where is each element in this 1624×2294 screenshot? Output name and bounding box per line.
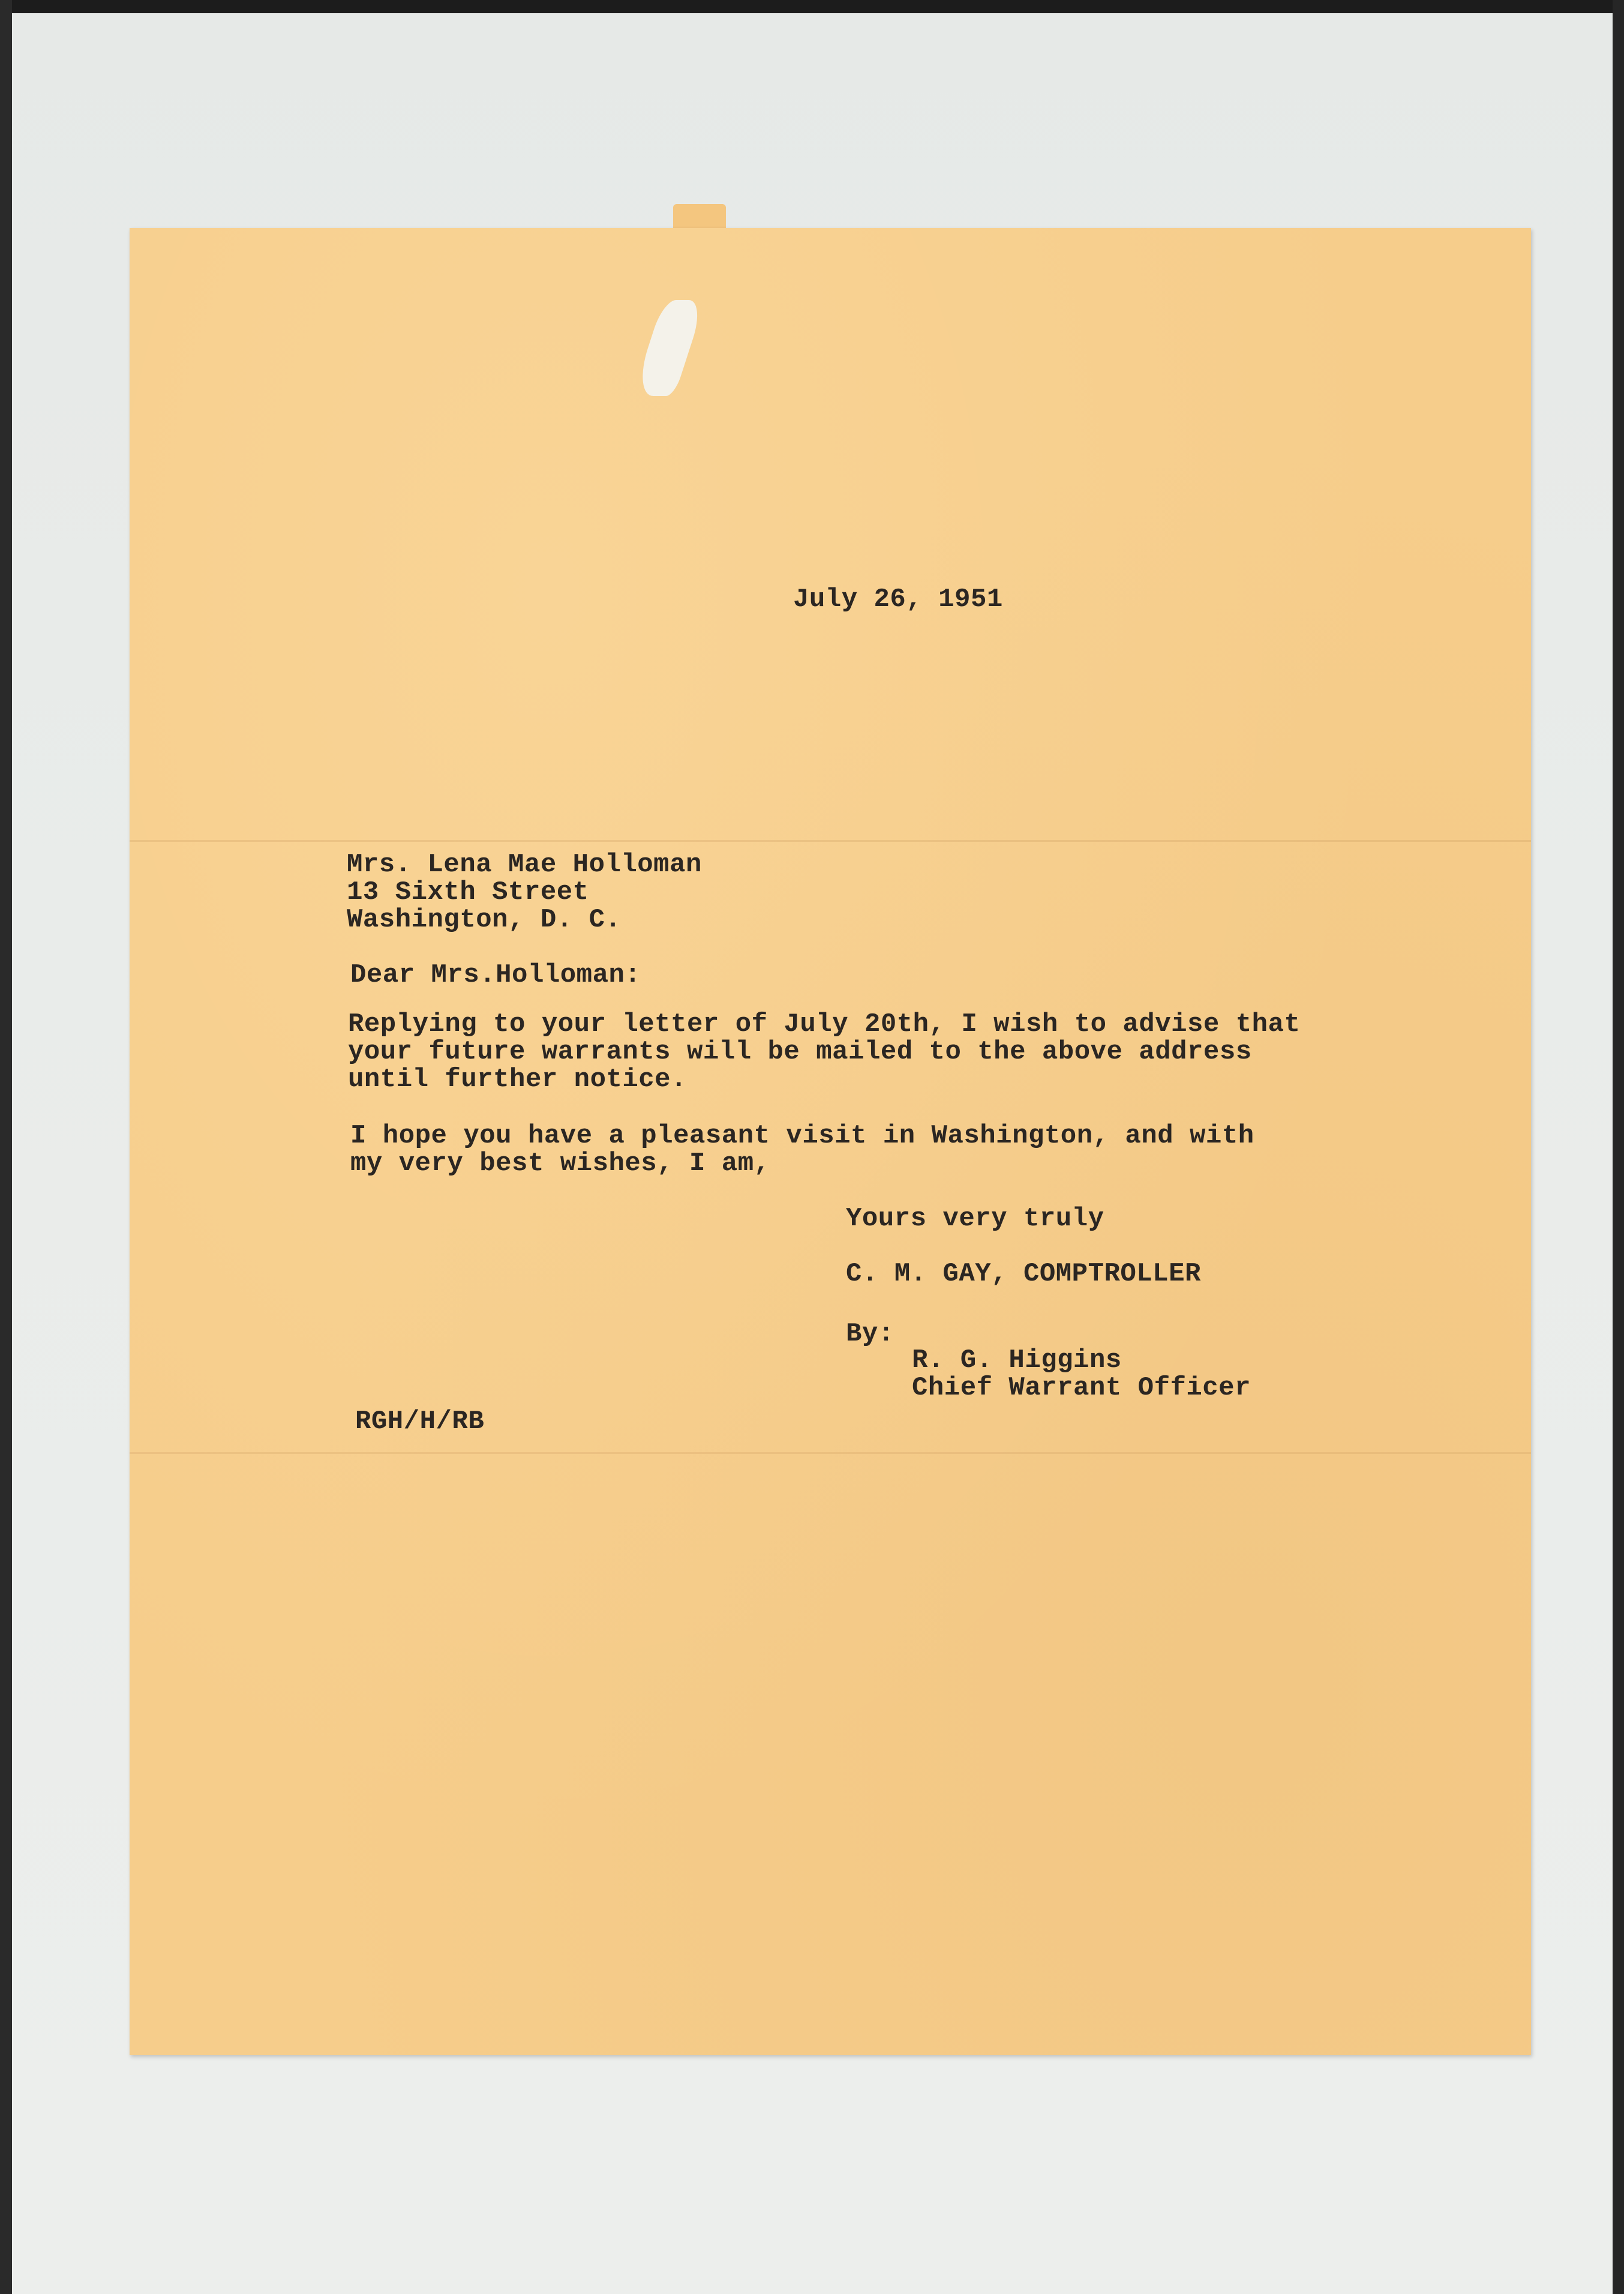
recipient-city: Washington, D. C. <box>347 905 622 935</box>
by-label: By: <box>846 1319 894 1349</box>
paragraph-line: my very best wishes, I am, <box>350 1149 770 1179</box>
signer-name: R. G. Higgins <box>912 1345 1122 1375</box>
recipient-street: 13 Sixth Street <box>347 877 589 907</box>
paragraph-line: I hope you have a pleasant visit in Washington, and with <box>350 1121 1254 1151</box>
recipient-address <box>347 851 702 934</box>
scanner-edge-right <box>1613 0 1624 2294</box>
paper-tab <box>673 204 726 230</box>
closing: Yours very truly <box>846 1204 1104 1234</box>
fold-line <box>130 1452 1531 1454</box>
signer-title: Chief Warrant Officer <box>912 1373 1251 1403</box>
paragraph-line: your future warrants will be mailed to the above address <box>348 1037 1252 1067</box>
fold-line <box>130 840 1531 842</box>
signature-block <box>912 1347 1251 1402</box>
paragraph-line: Replying to your letter of July 20th, I wish to advise that <box>348 1009 1301 1039</box>
salutation: Dear Mrs.Holloman: <box>350 960 641 990</box>
recipient-name: Mrs. Lena Mae Holloman <box>347 850 702 880</box>
paragraph-line: until further notice. <box>348 1064 687 1094</box>
body-paragraph-1 <box>348 1010 1300 1093</box>
body-paragraph-2 <box>350 1122 1254 1177</box>
scanner-edge-top <box>0 0 1624 13</box>
office-line: C. M. GAY, COMPTROLLER <box>846 1259 1201 1289</box>
letter-date: July 26, 1951 <box>793 584 1003 614</box>
reference-initials: RGH/H/RB <box>355 1407 485 1437</box>
scanner-edge-left <box>0 0 12 2294</box>
